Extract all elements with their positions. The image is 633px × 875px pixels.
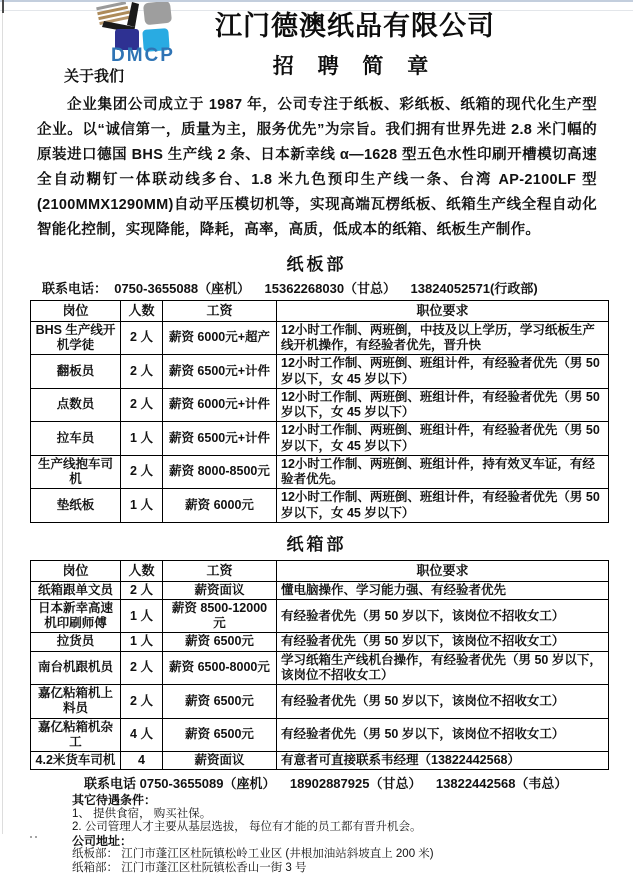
table-cell: 1 人 (121, 489, 163, 523)
table-header-row (31, 301, 609, 322)
carton-dept-title: 纸箱部 (286, 534, 347, 554)
table-row (31, 455, 609, 489)
recruitment-title: 招 聘 简 章 (272, 55, 438, 78)
table-row (31, 718, 609, 752)
table-cell: 薪资 8000-8500元 (163, 455, 277, 489)
table-cell: 4 (121, 752, 163, 770)
table-cell: 有经验者优先（男 50 岁以下，该岗位不招收女工） (277, 718, 609, 752)
dmcp-logo-icon (94, 2, 190, 62)
table-cell: 拉货员 (31, 633, 121, 651)
column-header: 工资 (163, 301, 277, 322)
column-header: 职位要求 (277, 301, 609, 322)
table-cell: 2 人 (121, 581, 163, 599)
table-cell: 1 人 (121, 599, 163, 633)
table-row (31, 321, 609, 355)
table-cell: 1 人 (121, 633, 163, 651)
table-cell: 翻板员 (31, 355, 121, 389)
about-heading: 关于我们 (64, 68, 125, 85)
column-header: 职位要求 (277, 560, 609, 581)
table-header-row (31, 560, 609, 581)
table-cell: 薪资 6000元+超产 (163, 321, 277, 355)
table-cell: 嘉亿粘箱机杂工 (31, 718, 121, 752)
company-name-title: 江门德澳纸品有限公司 (215, 11, 495, 41)
table-cell: 嘉亿粘箱机上料员 (31, 685, 121, 719)
table-cell: 4.2米货车司机 (31, 752, 121, 770)
table-row (31, 685, 609, 719)
table-cell: 有经验者优先（男 50 岁以下，该岗位不招收女工） (277, 633, 609, 651)
table-cell: 12小时工作制、两班倒、班组计件，有经验者优先（男 50 岁以下，女 45 岁以下） (277, 422, 609, 456)
address-heading: 公司地址： (72, 833, 133, 848)
footer-block (72, 794, 633, 875)
table-row (31, 633, 609, 651)
carton-dept-jobs-table (30, 560, 609, 771)
table-cell: 薪资 6500元 (163, 685, 277, 719)
table-cell: 薪资 6500元 (163, 718, 277, 752)
table-cell: 12小时工作制、两班倒、班组计件，有经验者优先（男 50 岁以下，女 45 岁以下） (277, 489, 609, 523)
scan-artifact-dots (30, 825, 42, 829)
address-item: 纸板部： 江门市蓬江区杜阮镇松岭工业区 (井根加油站斜坡直上 200 米) (72, 848, 434, 861)
table-cell: 2 人 (121, 455, 163, 489)
table-cell: 12小时工作制、两班倒、班组计件，持有效叉车证，有经验者优先。 (277, 455, 609, 489)
other-benefits-heading: 其它待遇条件： (72, 793, 157, 808)
benefit-item: 1、 提供食宿， 购买社保。 (72, 807, 212, 820)
table-cell: 纸箱跟单文员 (31, 581, 121, 599)
table-row (31, 599, 609, 633)
table-cell: 薪资 8500-12000元 (163, 599, 277, 633)
table-cell: 拉车员 (31, 422, 121, 456)
table-cell: 2 人 (121, 355, 163, 389)
table-row (31, 388, 609, 422)
table-cell: 2 人 (121, 651, 163, 685)
footer-contact-line: 联系电话 0750-3655089（座机） 18902887925（甘总） 13822442568（韦总） (84, 776, 568, 792)
table-row (31, 752, 609, 770)
column-header: 工资 (163, 560, 277, 581)
table-cell: 2 人 (121, 388, 163, 422)
column-header: 人数 (121, 560, 163, 581)
about-paragraph: 企业集团公司成立于 1987 年，公司专注于纸板、彩纸板、纸箱的现代化生产型企业。以“诚信第一，质量为主，服务优先”为宗旨。我们拥有世界先进 2.8 米门幅的原装进口德国 BHS 生产线 2 条、日本新幸线 α—1628 型五色水性印刷开槽模切高速全自动糊钉一体联动线多台、1.8 米九色预印生产线一条、台湾 AP-2100LF 型(2100MMX1290MM)自动平压模切机等，实现高端瓦楞纸板、纸箱生产线全程自动化智能化控制，实现降能，降耗，高率，高质，低成本的纸箱、纸板生产制作。 (37, 97, 597, 238)
table-cell: 有经验者优先（男 50 岁以下，该岗位不招收女工） (277, 599, 609, 633)
table-row (31, 422, 609, 456)
table-cell: 薪资 6000元+计件 (163, 388, 277, 422)
address-item: 纸箱部： 江门市蓬江区杜阮镇松香山一街 3 号 (72, 861, 307, 874)
board-dept-jobs-table (30, 300, 609, 523)
table-cell: 垫纸板 (31, 489, 121, 523)
table-cell: 薪资面议 (163, 581, 277, 599)
table-cell: 生产线抱车司机 (31, 455, 121, 489)
table-cell: 薪资 6500-8000元 (163, 651, 277, 685)
table-cell: 2 人 (121, 321, 163, 355)
table-cell: 薪资 6500元 (163, 633, 277, 651)
company-logo (94, 2, 190, 62)
table-row (31, 355, 609, 389)
board-dept-contact-line: 联系电话： 0750-3655088（座机） 15362268030（甘总） 13824052571(行政部) (42, 281, 538, 296)
table-cell: 12小时工作制、两班倒、班组计件，有经验者优先（男 50 岁以下，女 45 岁以下） (277, 355, 609, 389)
title-block (190, 4, 520, 80)
table-row (31, 651, 609, 685)
table-cell: 薪资 6000元 (163, 489, 277, 523)
table-cell: 薪资 6500元+计件 (163, 355, 277, 389)
column-header: 岗位 (31, 301, 121, 322)
table-cell: 薪资 6500元+计件 (163, 422, 277, 456)
table-cell: 2 人 (121, 685, 163, 719)
logo-text: DMCP (111, 45, 175, 62)
table-row (31, 581, 609, 599)
table-cell: 懂电脑操作、学习能力强、有经验者优先 (277, 581, 609, 599)
board-dept-title: 纸板部 (286, 255, 347, 274)
table-cell: 薪资面议 (163, 752, 277, 770)
table-cell: 有经验者优先（男 50 岁以下，该岗位不招收女工） (277, 685, 609, 719)
benefit-item: 2. 公司管理人才主要从基层选拔， 每位有才能的员工都有晋升机会。 (72, 821, 422, 834)
table-cell: 12小时工作制、两班倒，中技及以上学历，学习纸板生产线开机操作，有经验者优先，晋升快 (277, 321, 609, 355)
scan-artifact-left-edge (2, 0, 3, 834)
table-cell: 4 人 (121, 718, 163, 752)
table-cell: 点数员 (31, 388, 121, 422)
table-cell: 日本新幸高速机印刷师傅 (31, 599, 121, 633)
table-cell: 1 人 (121, 422, 163, 456)
table-cell: 南台机跟机员 (31, 651, 121, 685)
table-cell: 有意者可直接联系韦经理（13822442568） (277, 752, 609, 770)
table-cell: BHS 生产线开机学徒 (31, 321, 121, 355)
column-header: 人数 (121, 301, 163, 322)
table-row (31, 489, 609, 523)
column-header: 岗位 (31, 560, 121, 581)
table-cell: 学习纸箱生产线机台操作，有经验者优先（男 50 岁以下，该岗位不招收女工） (277, 651, 609, 685)
table-cell: 12小时工作制、两班倒、班组计件，有经验者优先（男 50 岁以下，女 45 岁以下） (277, 388, 609, 422)
